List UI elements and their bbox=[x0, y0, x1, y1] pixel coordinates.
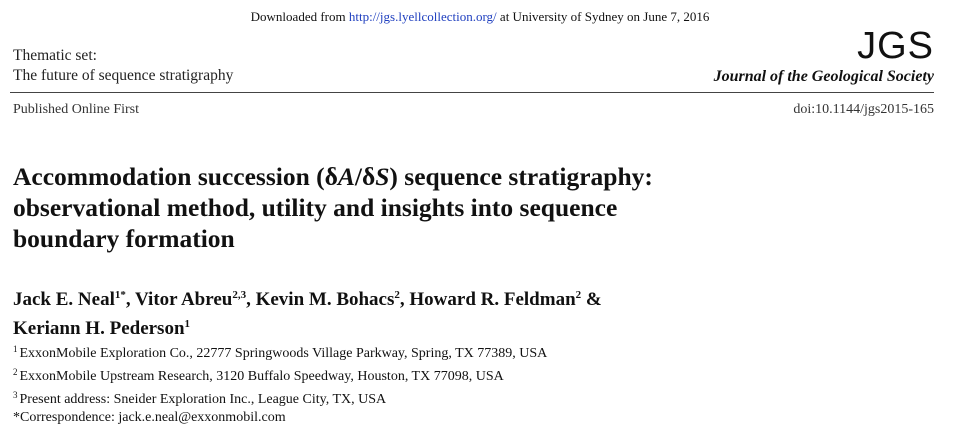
download-prefix: Downloaded from bbox=[250, 9, 349, 24]
affiliation-text: ExxonMobile Exploration Co., 22777 Springwoods Village Parkway, Spring, TX 77389, USA bbox=[19, 346, 548, 361]
download-suffix: at University of Sydney on June 7, 2016 bbox=[496, 9, 710, 24]
author-line-2 bbox=[13, 312, 913, 341]
thematic-title: The future of sequence stratigraphy bbox=[13, 67, 234, 84]
article-title bbox=[13, 161, 913, 254]
header-divider bbox=[10, 92, 934, 93]
affiliation-sup: 2 bbox=[13, 367, 18, 377]
author-separator: , bbox=[125, 289, 136, 310]
title-line-1-post: ) sequence stratigraphy: bbox=[389, 162, 653, 191]
affiliation-text: Present address: Sneider Exploration Inc., League City, TX, USA bbox=[19, 392, 387, 407]
title-line-1-mid: /δ bbox=[354, 162, 376, 191]
author-line-1 bbox=[13, 283, 913, 312]
author-name: Jack E. Neal bbox=[13, 289, 115, 310]
download-url-link[interactable]: http://jgs.lyellcollection.org/ bbox=[348, 9, 497, 24]
title-line-1 bbox=[13, 161, 913, 192]
jgs-logo: JGS bbox=[857, 25, 934, 67]
author-affil-sup: 1* bbox=[114, 289, 126, 301]
affiliation-item bbox=[13, 386, 913, 409]
title-line-3: boundary formation bbox=[13, 224, 235, 253]
author-affil-sup: 2 bbox=[575, 289, 582, 301]
author-name: Vitor Abreu bbox=[135, 289, 233, 310]
author-affil-sup: 1 bbox=[184, 318, 191, 330]
author-separator: , bbox=[246, 289, 256, 310]
affiliation-item bbox=[13, 340, 913, 363]
author-name: Howard R. Feldman bbox=[409, 289, 576, 310]
affiliation-sup: 3 bbox=[13, 390, 18, 400]
title-var-a: A bbox=[337, 162, 355, 191]
affiliation-item bbox=[13, 363, 913, 386]
thematic-set bbox=[13, 46, 233, 86]
doi-link[interactable]: doi:10.1144/jgs2015-165 bbox=[793, 102, 934, 117]
thematic-label: Thematic set: bbox=[13, 47, 97, 64]
author-list bbox=[13, 283, 913, 341]
published-online-first: Published Online First bbox=[13, 102, 140, 117]
author-separator: , bbox=[399, 289, 410, 310]
author-affil-sup: 2,3 bbox=[232, 289, 247, 301]
author-name: Keriann H. Pederson bbox=[13, 318, 185, 339]
journal-branding bbox=[714, 26, 934, 87]
journal-name: Journal of the Geological Society bbox=[713, 68, 934, 85]
author-affil-sup: 2 bbox=[394, 289, 400, 301]
affiliations bbox=[13, 340, 913, 427]
title-var-s: S bbox=[375, 162, 390, 191]
title-line-1-pre: Accommodation succession (δ bbox=[13, 162, 338, 191]
download-notice bbox=[0, 9, 960, 25]
affiliation-sup: 1 bbox=[13, 344, 18, 354]
author-separator: & bbox=[581, 289, 602, 310]
title-line-2: observational method, utility and insights into sequence bbox=[13, 193, 618, 222]
correspondence-email[interactable]: *Correspondence: jack.e.neal@exxonmobil.com bbox=[13, 410, 286, 425]
affiliation-text: ExxonMobile Upstream Research, 3120 Buffalo Speedway, Houston, TX 77098, USA bbox=[19, 369, 504, 384]
author-name: Kevin M. Bohacs bbox=[255, 289, 395, 310]
